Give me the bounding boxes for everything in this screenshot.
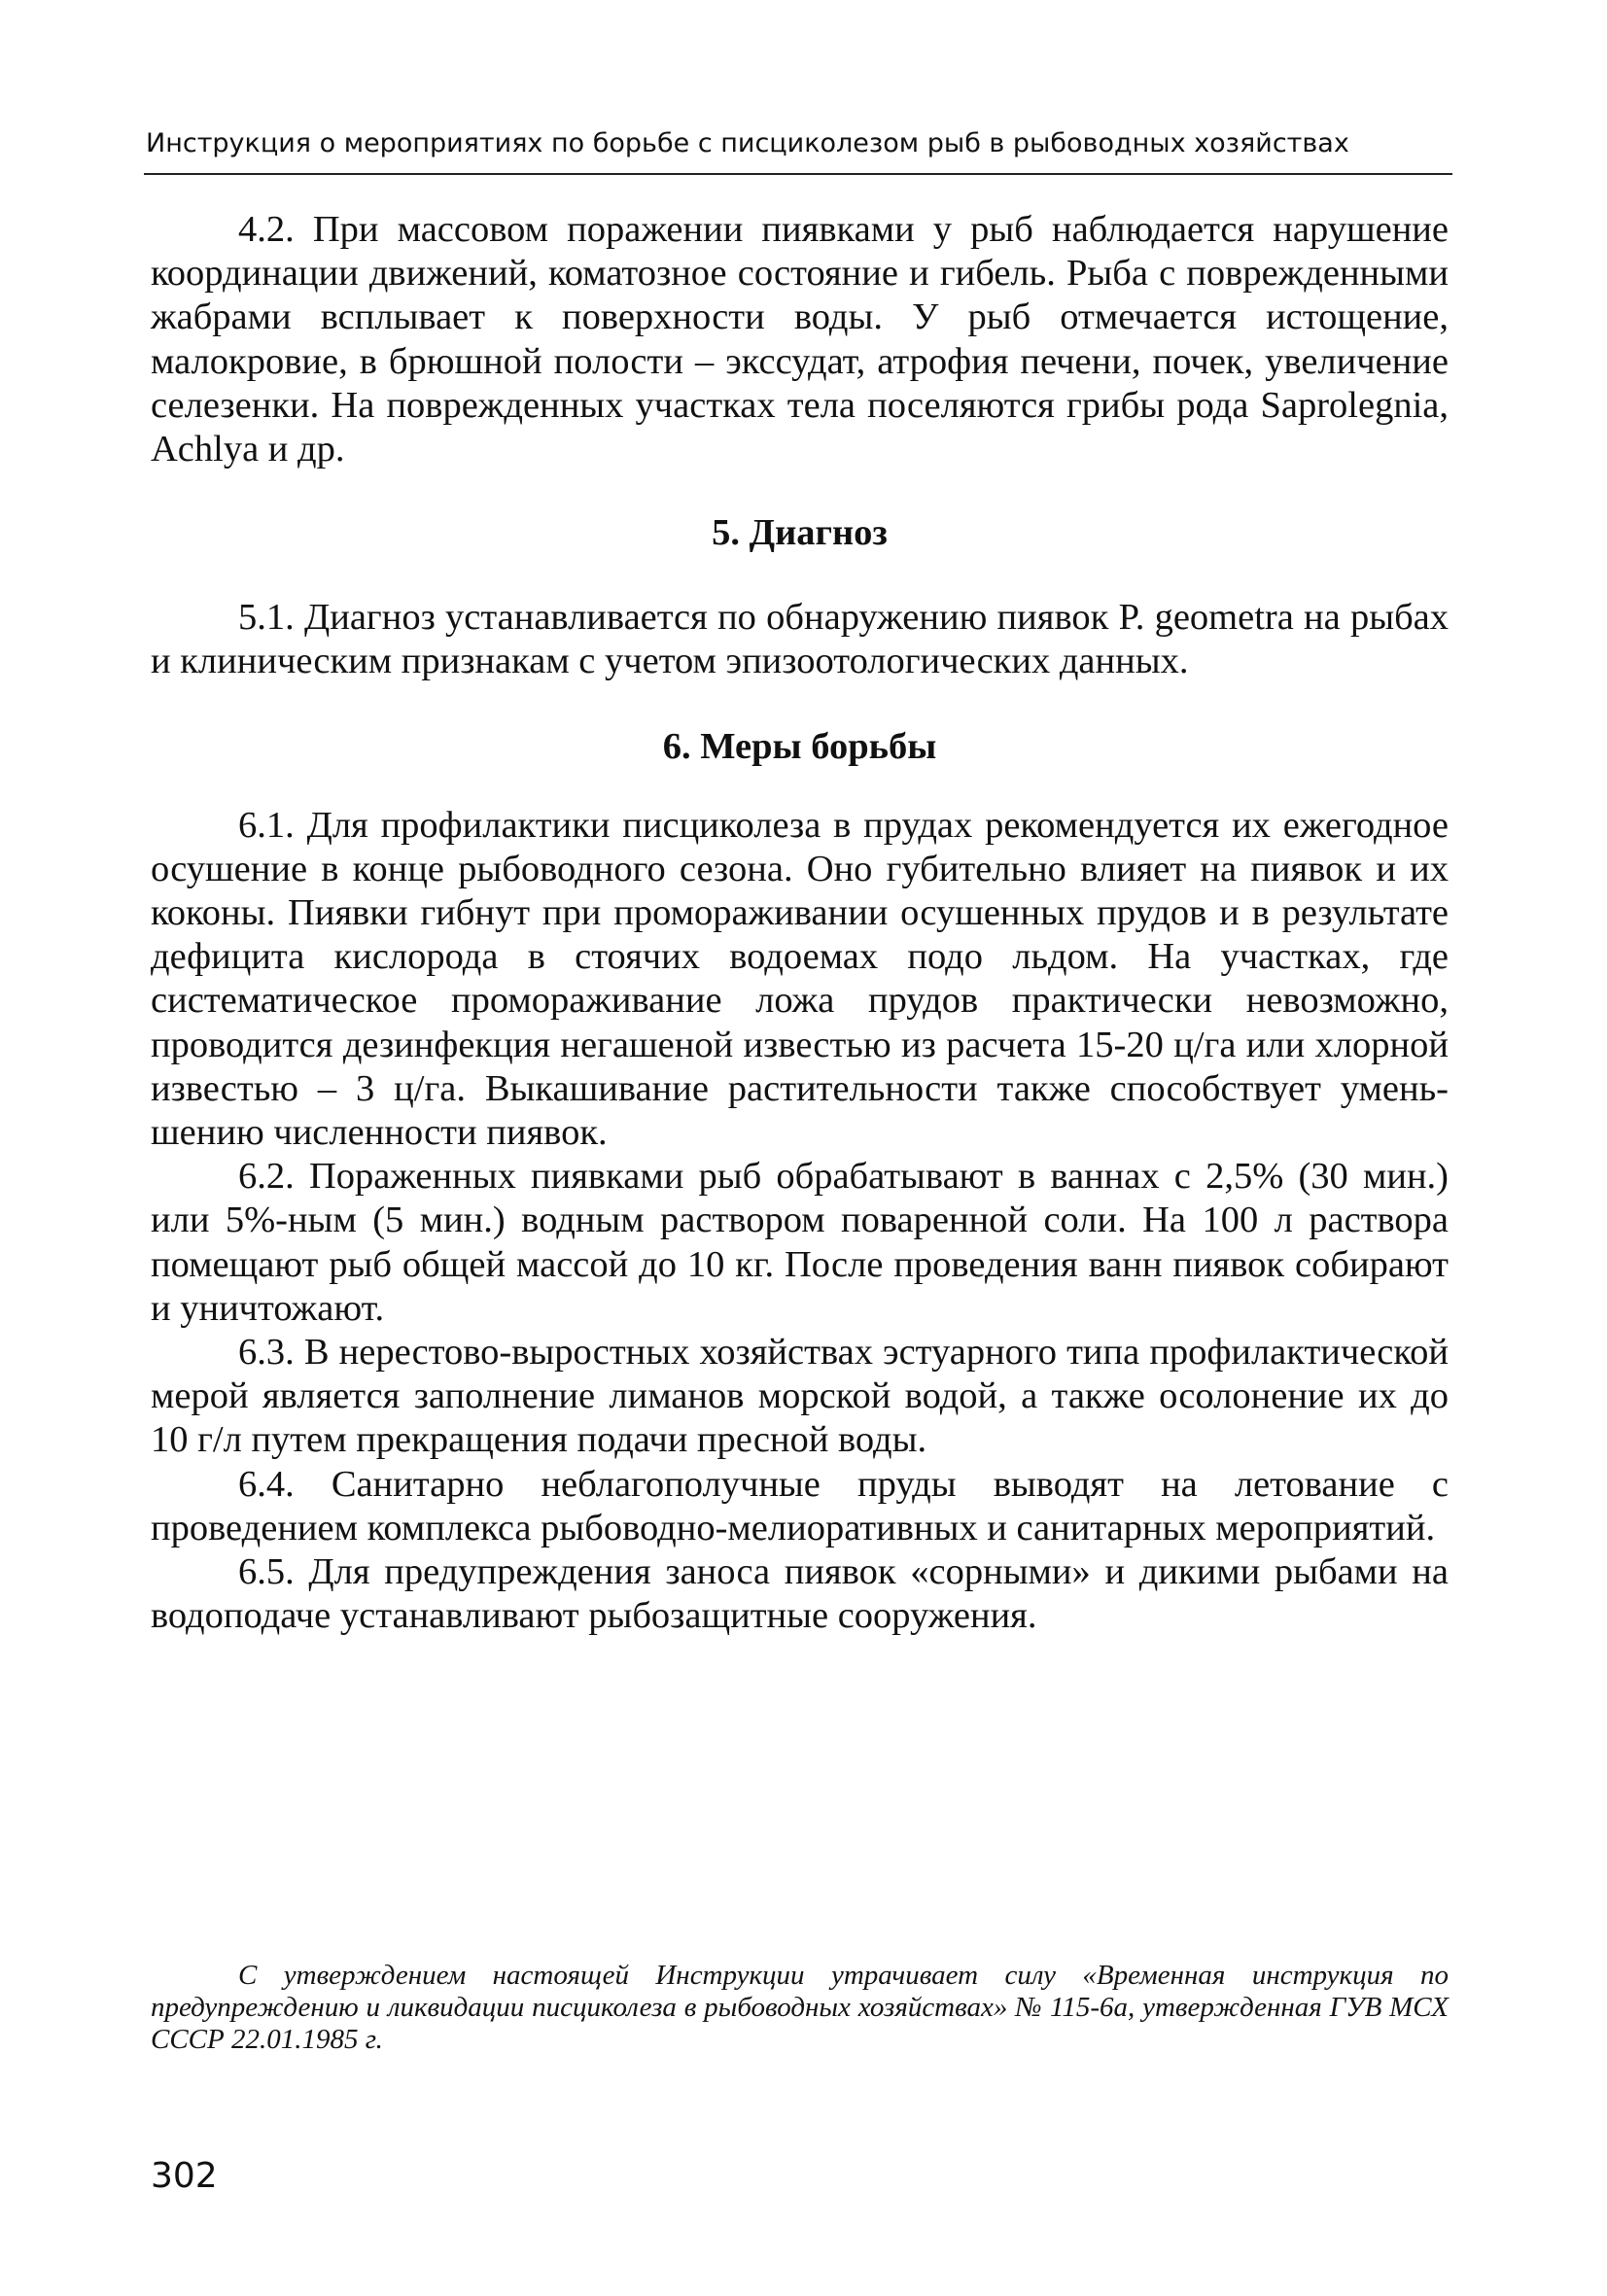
footnote: С утверждением настоящей Инструкции утрачивает силу «Временная инструкция по предупреждению и ликвидации писциколеза в рыбоводных хозяйствах» № 115-6а, утвержденная ГУВ МСХ СССР 22.01.1985 г. <box>151 1960 1449 2055</box>
paragraph-6-4: 6.4. Санитарно неблагополучные пруды выводят на летование с проведением комплекса рыбоводно-мелиоративных и санитарных мероприятий. <box>151 1463 1449 1548</box>
header-divider <box>144 173 1452 175</box>
body-text <box>151 208 1449 1638</box>
paragraph-5-1: 5.1. Диагноз устанавливается по обнаружению пиявок P. geometra на рыбах и клиническим признакам с учетом эпизоотологических данных. <box>151 597 1449 682</box>
section-heading-control-measures: 6. Меры борьбы <box>662 725 937 767</box>
paragraph-6-2: 6.2. Пораженных пиявками рыб обрабатывают в ваннах с 2,5% (30 мин.) или 5%-ным (5 мин.) водным раствором поваренной соли. На 100 л раствора помещают рыб общей массой до 10 кг. После проведения ванн пиявок собирают и уничтожают. <box>151 1156 1449 1329</box>
paragraph-6-1: 6.1. Для профилактики писциколеза в прудах рекомендуется их ежегодное осушение в конце рыбоводного сезона. Оно губительно влияет на пиявок и их коконы. Пиявки гибнут при промораживании осушенных прудов и в результате дефицита кислорода в стоячих водоемах подо льдом. На участках, где систематическое промораживание ложа прудов практически невозможно, проводится дезинфекция негашеной известью из расчета 15-20 ц/га или хлорной известью – 3 ц/га. Выкашивание растительности также способствует уменьшению численности пиявок. <box>151 804 1449 1154</box>
page-number: 302 <box>151 2156 218 2196</box>
paragraph-4-2: 4.2. При массовом поражении пиявками у рыб наблюдается нарушение координации движений, коматозное состояние и гибель. Рыба с поврежденными жабрами всплывает к поверхности воды. У рыб отмечается истощение, малокровие, в брюшной полости – экссудат, атрофия печени, почек, увеличение селезенки. На поврежденных участках тела поселяются грибы рода Saprolegnia, Achlya и др. <box>151 209 1449 470</box>
running-header: Инструкция о мероприятиях по борьбе с писциколезом рыб в рыбоводных хозяйствах <box>146 128 1349 158</box>
section-heading-diagnosis: 5. Диагноз <box>712 512 888 554</box>
paragraph-6-5: 6.5. Для предупреждения заноса пиявок «сорными» и дикими рыбами на водоподаче устанавливают рыбозащитные сооружения. <box>151 1551 1449 1637</box>
paragraph-6-3: 6.3. В нерестово-выростных хозяйствах эстуарного типа профилактической мерой является заполнение лиманов морской водой, а также осолонение их до 10 г/л путем прекращения подачи пресной воды. <box>151 1332 1449 1461</box>
